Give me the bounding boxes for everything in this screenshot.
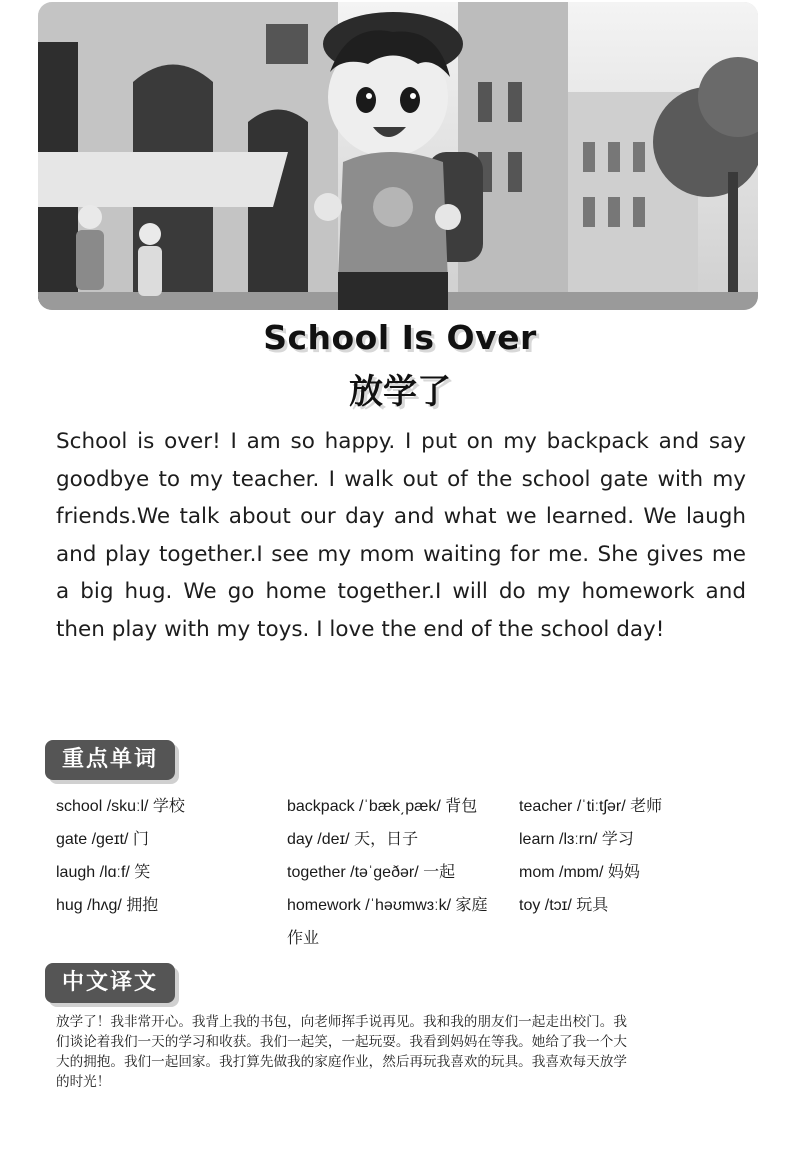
story-text: School is over! I am so happy. I put on my backpack and say goodbye to my teacher. I walk out of the school gate with my friends.We talk about our day and what we learned. We laugh and play together.I see my mom waiting for me. She gives me a big hug. We go home together.I will do my homework and then play with my toys. I love the end of the school day! xyxy=(56,429,746,642)
vocab-item: laugh /lɑːf/ 笑 xyxy=(56,864,151,881)
vocab-item: learn /lɜːrn/ 学习 xyxy=(519,831,634,848)
hero-illustration xyxy=(38,2,758,310)
vocab-row xyxy=(56,889,756,955)
vocab-item: together /təˈɡeðər/ 一起 xyxy=(287,864,456,881)
vocab-item: homework /ˈhəʊmwɜːk/ 家庭作业 xyxy=(287,897,488,947)
translation-section-label: 中文译文 xyxy=(45,963,175,1003)
vocab-list xyxy=(56,790,756,955)
title-chinese: 放学了 xyxy=(349,372,451,412)
vocab-item: hug /hʌɡ/ 拥抱 xyxy=(56,897,159,914)
vocab-row xyxy=(56,856,756,889)
vocab-item: backpack /ˈbæk͵pæk/ 背包 xyxy=(287,798,478,815)
vocab-item: gate /ɡeɪt/ 门 xyxy=(56,831,149,848)
vocab-section-label: 重点单词 xyxy=(45,740,175,780)
vocab-item: school /skuːl/ 学校 xyxy=(56,798,185,815)
vocab-row xyxy=(56,790,756,823)
vocab-row xyxy=(56,823,756,856)
vocab-item: day /deɪ/ 天，日子 xyxy=(287,831,419,848)
title-english: School Is Over xyxy=(263,318,537,357)
vocab-item: toy /tɔɪ/ 玩具 xyxy=(519,897,609,914)
vocab-item: mom /mɒm/ 妈妈 xyxy=(519,864,640,881)
translation-text: 放学了！我非常开心。我背上我的书包，向老师挥手说再见。我和我的朋友们一起走出校门。我们谈论着我们一天的学习和收获。我们一起笑，一起玩耍。我看到妈妈在等我。她给了我一个大大的拥抱。我们一起回家。我打算先做我的家庭作业，然后再玩我喜欢的玩具。我喜欢每天放学的时光！ xyxy=(56,1014,627,1090)
vocab-item: teacher /ˈtiːtʃər/ 老师 xyxy=(519,798,663,815)
